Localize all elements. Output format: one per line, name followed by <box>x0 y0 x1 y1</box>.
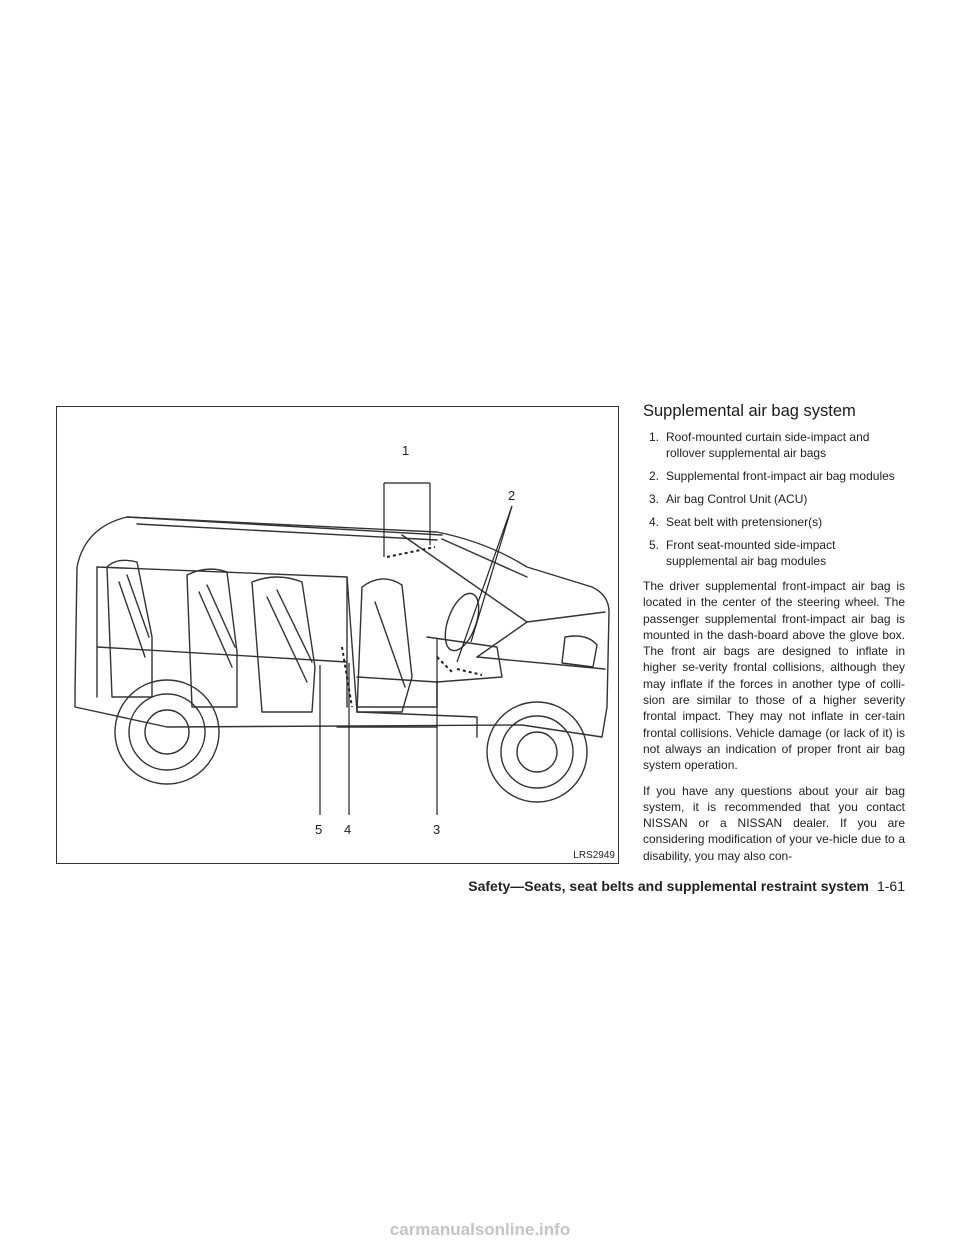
legend-item <box>643 491 905 507</box>
legend-text: Air bag Control Unit (ACU) <box>666 492 808 506</box>
legend-text: Roof-mounted curtain side-impact and rollover supplemental air bags <box>666 430 870 460</box>
legend-item <box>643 514 905 530</box>
callout-1: 1 <box>402 443 410 458</box>
page-number: 1-61 <box>876 878 905 894</box>
page-footer <box>0 878 905 894</box>
callout-3: 3 <box>433 822 441 837</box>
callout-5: 5 <box>315 822 323 837</box>
legend-item <box>643 537 905 569</box>
legend-number: 5. <box>649 538 660 552</box>
callout-2: 2 <box>508 488 516 503</box>
vehicle-cutaway-illustration <box>57 407 620 865</box>
watermark: carmanualsonline.info <box>389 1220 571 1239</box>
legend-number: 3. <box>649 492 660 506</box>
figure-code: LRS2949 <box>573 850 615 861</box>
airbag-section <box>643 402 905 873</box>
legend-number: 4. <box>649 515 660 529</box>
section-title: Supplemental air bag system <box>643 402 856 420</box>
chapter-title: Safety—Seats, seat belts and supplemental restraint system <box>468 878 869 894</box>
legend-number: 2. <box>649 469 660 483</box>
body-paragraph: If you have any questions about your air bag system, it is recommended that you contact NISSAN or a NISSAN dealer. If you are considering modification of your ve-hicle due to a disability, you may also con- <box>643 783 905 863</box>
legend-text: Front seat-mounted side-impact supplemental air bag modules <box>666 538 836 568</box>
callout-4: 4 <box>344 822 352 837</box>
legend-list <box>643 429 905 569</box>
legend-item <box>643 429 905 461</box>
body-paragraph: The driver supplemental front-impact air bag is located in the center of the steering wheel. The passenger supplemental front-impact air bag is mounted in the dash-board above the glove box. The front air bags are designed to inflate in higher se-verity frontal collisions, although they may inflate if the forces in another type of colli-sion are similar to those of a higher severity frontal impact. They may not inflate in cer-tain frontal collisions. Vehicle damage (or lack of it) is not always an indication of proper front air bag system operation. <box>643 579 905 773</box>
legend-item <box>643 468 905 484</box>
airbag-diagram <box>56 406 619 864</box>
legend-number: 1. <box>649 430 660 444</box>
legend-text: Supplemental front-impact air bag modules <box>666 469 895 483</box>
legend-text: Seat belt with pretensioner(s) <box>666 515 823 529</box>
